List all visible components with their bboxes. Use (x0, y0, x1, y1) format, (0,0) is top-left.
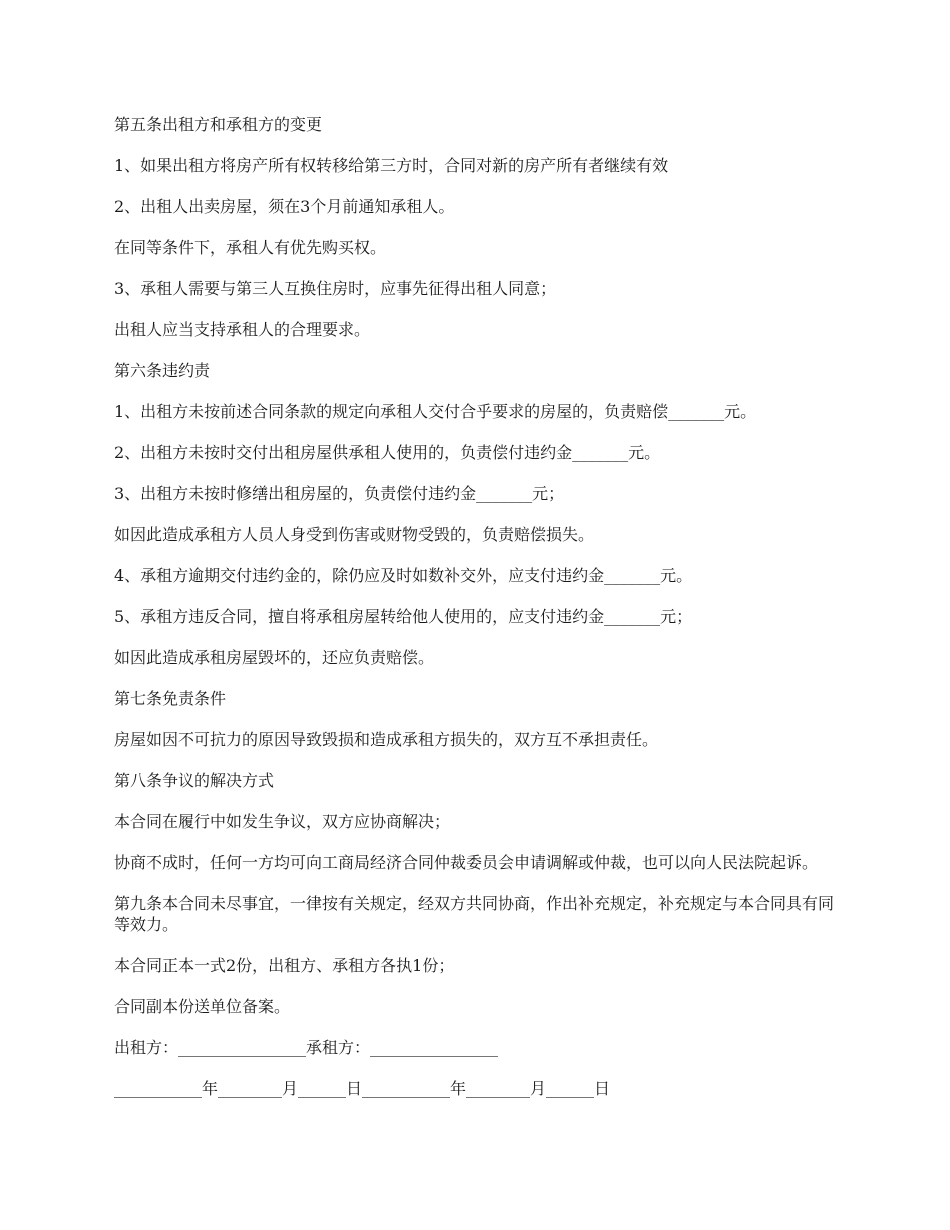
clause-6-4: 4、承租方逾期交付违约金的，除仍应及时如数补交外，应支付违约金_______元。 (114, 566, 693, 585)
clause-6-3-note: 如因此造成承租方人员人身受到伤害或财物受毁的，负责赔偿损失。 (114, 525, 595, 544)
clause-5-3-note: 出租人应当支持承租人的合理要求。 (114, 320, 371, 339)
clause-6-5-note: 如因此造成承租房屋毁坏的，还应负责赔偿。 (114, 648, 435, 667)
clause-6-3: 3、出租方未按时修缮出租房屋的，负责偿付违约金_______元； (114, 484, 565, 503)
clause-7-text: 房屋如因不可抗力的原因导致毁损和造成承租方损失的，双方互不承担责任。 (114, 730, 659, 749)
clause-5-3: 3、承租人需要与第三人互换住房时，应事先征得出租人同意； (114, 279, 557, 298)
section-5-heading: 第五条出租方和承租方的变更 (114, 115, 323, 134)
section-8-heading: 第八条争议的解决方式 (114, 771, 275, 790)
duplicate-clause: 合同副本份送单位备案。 (114, 997, 291, 1016)
clause-5-1: 1、如果出租方将房产所有权转移给第三方时，合同对新的房产所有者继续有效 (114, 156, 669, 175)
clause-8-1: 本合同在履行中如发生争议，双方应协商解决； (114, 812, 451, 831)
clause-6-5: 5、承租方违反合同，擅自将承租房屋转给他人使用的，应支付违约金_______元； (114, 607, 693, 626)
clause-5-2: 2、出租人出卖房屋，须在3个月前通知承租人。 (114, 197, 455, 216)
clause-5-2-note: 在同等条件下，承租人有优先购买权。 (114, 238, 387, 257)
section-6-heading: 第六条违约责 (114, 361, 211, 380)
date-line: ___________年________月______日___________年________月______日 (114, 1079, 611, 1098)
signature-line: 出租方：________________承租方：________________ (114, 1038, 499, 1057)
section-9-text: 第九条本合同未尽事宜，一律按有关规定，经双方共同协商，作出补充规定，补充规定与本合同具有同等效力。 (114, 894, 835, 934)
section-7-heading: 第七条免责条件 (114, 689, 227, 708)
clause-6-1: 1、出租方未按前述合同条款的规定向承租人交付合乎要求的房屋的，负责赔偿_______元。 (114, 402, 757, 421)
clause-6-2: 2、出租方未按时交付出租房屋供承租人使用的，负责偿付违约金_______元。 (114, 443, 661, 462)
copies-clause: 本合同正本一式2份，出租方、承租方各执1份； (114, 956, 455, 975)
clause-8-2: 协商不成时，任何一方均可向工商局经济合同仲裁委员会申请调解或仲裁，也可以向人民法院起诉。 (114, 853, 819, 872)
